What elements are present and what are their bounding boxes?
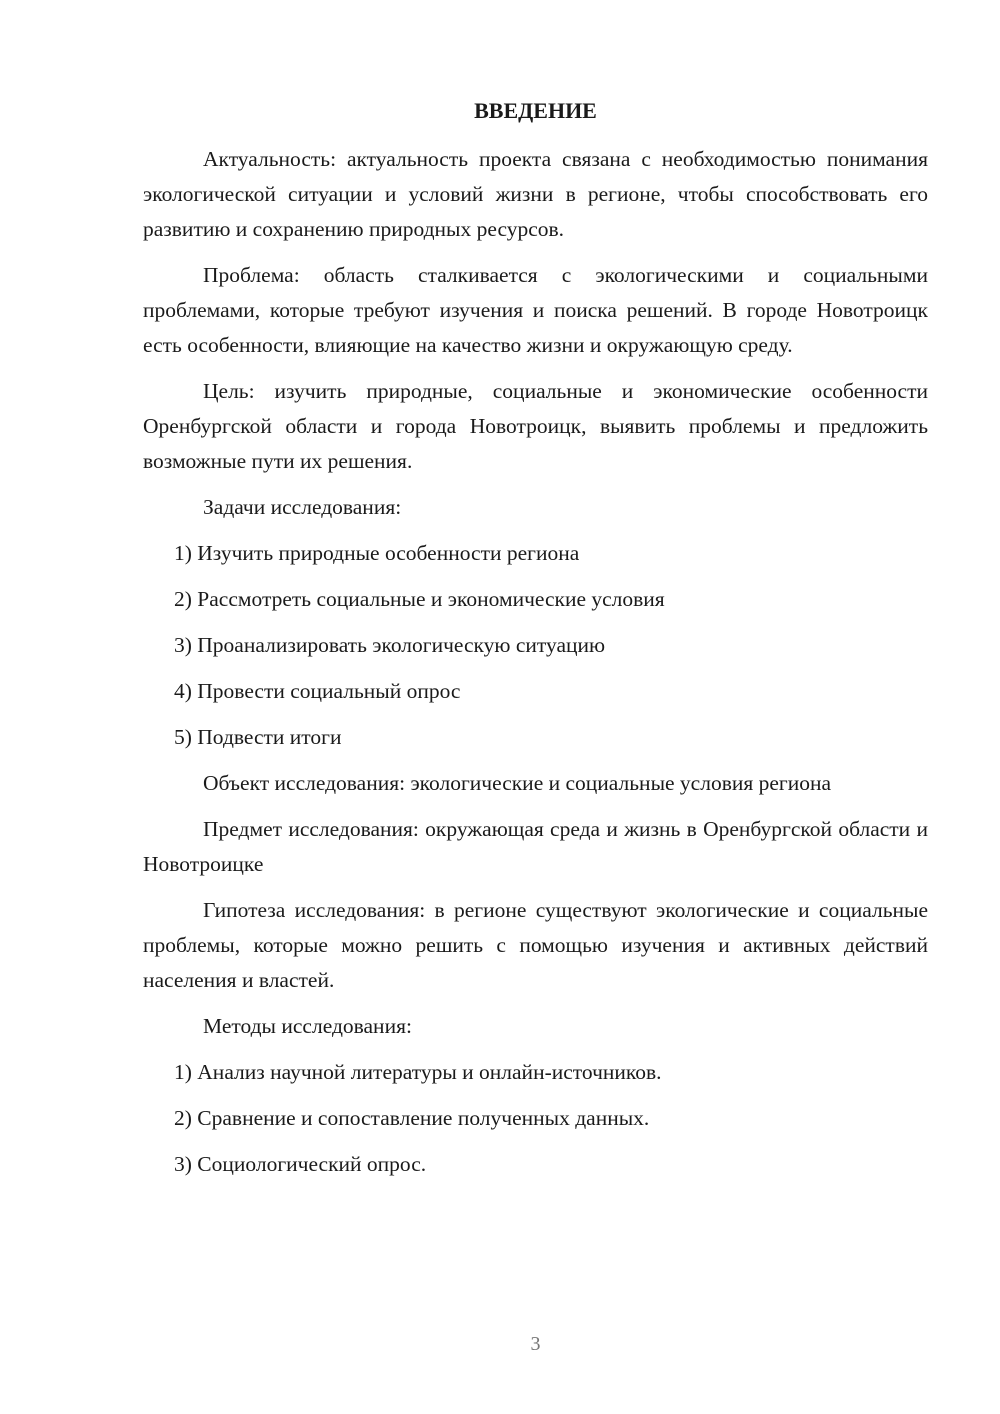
tasks-heading: Задачи исследования: xyxy=(203,495,402,519)
document-body xyxy=(143,142,928,1193)
methods-list xyxy=(143,1055,928,1182)
paragraph-object: Объект исследования: экологические и социальные условия региона xyxy=(203,771,832,795)
list-item: 2) Сравнение и сопоставление полученных данных. xyxy=(174,1106,650,1130)
list-item: 5) Подвести итоги xyxy=(174,725,342,749)
methods-heading: Методы исследования: xyxy=(203,1014,412,1038)
page-title: ВВЕДЕНИЕ xyxy=(474,98,597,123)
list-item: 1) Анализ научной литературы и онлайн-источников. xyxy=(174,1060,662,1084)
paragraph-goal: Цель: изучить природные, социальные и экономические особенности Оренбургской области и города Новотроицк, выявить проблемы и предложить возможные пути их решения. xyxy=(143,379,928,473)
list-item: 3) Социологический опрос. xyxy=(174,1152,427,1176)
paragraph-hypothesis: Гипотеза исследования: в регионе существуют экологические и социальные проблемы, которые можно решить с помощью изучения и активных действий населения и властей. xyxy=(143,898,928,992)
paragraph-relevance: Актуальность: актуальность проекта связана с необходимостью понимания экологической ситуации и условий жизни в регионе, чтобы способствовать его развитию и сохранению природных ресурсов. xyxy=(143,147,928,241)
paragraph-subject: Предмет исследования: окружающая среда и жизнь в Оренбургской области и Новотроицке xyxy=(143,817,928,876)
list-item: 4) Провести социальный опрос xyxy=(174,679,461,703)
page-number: 3 xyxy=(530,1333,541,1355)
list-item: 1) Изучить природные особенности региона xyxy=(174,541,580,565)
paragraph-problem: Проблема: область сталкивается с экологическими и социальными проблемами, которые требуют изучения и поиска решений. В городе Новотроицк есть особенности, влияющие на качество жизни и окружающую среду. xyxy=(143,263,928,357)
tasks-list xyxy=(143,536,928,755)
list-item: 3) Проанализировать экологическую ситуацию xyxy=(174,633,606,657)
document-page xyxy=(143,0,928,1414)
list-item: 2) Рассмотреть социальные и экономические условия xyxy=(174,587,665,611)
